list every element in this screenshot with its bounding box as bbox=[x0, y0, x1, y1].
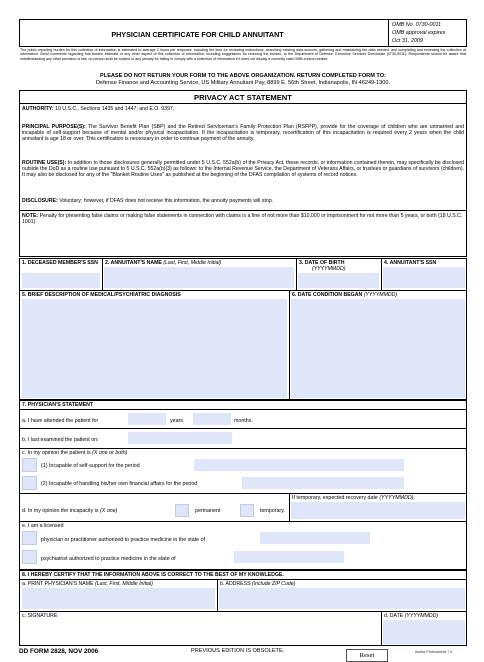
privacy-purpose: PRINCIPAL PURPOSE(S): The Survivor Benefit Plan (SBP) and the Retired Serviceman's Family Protection Plan (RSFPP), provide for the coverage of children who are unmarried and incapable of self-support because of mental and/or physical incapacitation. If the incapacitation is temporary, recertification of this incapacitation is required every 2 years when the child annuitant is age 18 or over. This certification is necessary in order to continue payment of the annuity. bbox=[22, 124, 464, 143]
burden-statement: The public reporting burden for this collection of information is estimated to average 2 hours per response, including the time for reviewing instructions, searching existing data sources, gathering and maintaining the data needed, and completing and reviewing the collection of information. Send comments regarding this burden estimate or any other aspect of this collection of information, including suggestions for reducing the burden, to the Department of Defense, Executive Services Directorate (0730-0011). Respondents should be aware that notwithstanding any other provision of law, no person shall be subject to any penalty for failing to comply with a collection of information if it does not display a currently valid OMB control number. bbox=[20, 48, 466, 61]
item-7d-label: d. In my opinion the incapacity is (X one) bbox=[22, 508, 118, 514]
recovery-date-input[interactable] bbox=[291, 502, 465, 519]
months-label: months. bbox=[234, 418, 253, 424]
field-6-label: 6. DATE CONDITION BEGAN (YYYYMMDD) bbox=[292, 292, 398, 298]
physician-state-input[interactable] bbox=[260, 532, 370, 544]
financial-affairs-checkbox[interactable] bbox=[22, 476, 37, 490]
form-header bbox=[19, 19, 467, 47]
field-1-label: 1. DECEASED MEMBER'S SSN bbox=[22, 260, 98, 266]
temporary-checkbox[interactable] bbox=[240, 504, 254, 517]
diagnosis-textarea[interactable] bbox=[22, 299, 287, 398]
permanent-label: permanent bbox=[195, 508, 221, 514]
reset-button[interactable]: Reset bbox=[346, 649, 388, 662]
physician-checkbox[interactable] bbox=[22, 531, 37, 545]
privacy-heading: PRIVACY ACT STATEMENT bbox=[194, 93, 292, 102]
form-title: PHYSICIAN CERTIFICATE FOR CHILD ANNUITANT bbox=[111, 30, 284, 39]
privacy-disclosure: DISCLOSURE: Voluntary; however, if DFAS does not receive this information, the annuity payments will stop. bbox=[22, 198, 274, 204]
annuitant-info-grid bbox=[19, 258, 467, 400]
attended-years-input[interactable] bbox=[128, 413, 166, 425]
return-notice-line2: Defense Finance and Accounting Service, US Military Annuitant Pay, 8899 E. 56th Street, Indianapolis, IN 46249-1300. bbox=[95, 80, 391, 86]
item-7e-label: e. I am a licensed bbox=[22, 523, 64, 529]
item-8d-label: d. DATE (YYYYMMDD) bbox=[384, 613, 439, 619]
return-notice-line1: PLEASE DO NOT RETURN YOUR FORM TO THE ABOVE ORGANIZATION. RETURN COMPLETED FORM TO: bbox=[100, 73, 386, 79]
temporary-label: temporary. bbox=[260, 508, 285, 514]
attended-months-input[interactable] bbox=[193, 413, 231, 425]
item-7e2-label: psychiatrist authorized to practice medicine in the state of bbox=[41, 556, 176, 562]
signature-date-input[interactable] bbox=[383, 620, 465, 644]
psychiatrist-checkbox[interactable] bbox=[22, 550, 37, 564]
permanent-checkbox[interactable] bbox=[175, 504, 189, 517]
self-support-period-input[interactable] bbox=[194, 459, 404, 471]
financial-affairs-period-input[interactable] bbox=[242, 477, 404, 489]
edition-note: PREVIOUS EDITION IS OBSOLETE. bbox=[191, 648, 285, 654]
field-2-label: 2. ANNUITANT'S NAME (Last, First, Middle Initial) bbox=[105, 260, 222, 266]
penalty-note: NOTE: Penalty for presenting false claims or making false statements in connection with claims is a fine of not more than $10,000 or imprisonment for not more than 5 years, or both (18 U.S.C. 1001). bbox=[22, 213, 463, 226]
item-7c-label: c. In my opinion the patient is (X one or both) bbox=[22, 450, 128, 456]
privacy-act-box bbox=[19, 90, 467, 257]
item-8c-label: c. SIGNATURE bbox=[22, 613, 58, 619]
omb-date: Oct 31, 2009 bbox=[392, 38, 423, 44]
item-7c2-label: (2) Incapable of handling his/her own financial affairs for the period bbox=[41, 481, 198, 487]
field-4-label: 4. ANNUITANT'S SSN bbox=[384, 260, 437, 266]
section-7-heading: 7. PHYSICIAN'S STATEMENT bbox=[22, 402, 94, 408]
physician-name-input[interactable] bbox=[22, 588, 215, 609]
item-8a-label: a. PRINT PHYSICIAN'S NAME (Last, First, Middle Initial) bbox=[22, 581, 153, 587]
item-7b-label: b. I last examined the patient on: bbox=[22, 437, 99, 443]
annuitant-ssn-input[interactable] bbox=[383, 267, 465, 288]
field-3-label: 3. DATE OF BIRTH bbox=[299, 260, 345, 266]
omb-number: OMB No. 0730-0011 bbox=[392, 22, 442, 28]
item-7e1-label: physician or practitioner authorized to practice medicine in the state of bbox=[41, 537, 205, 543]
psychiatrist-state-input[interactable] bbox=[234, 551, 344, 563]
certification-section bbox=[19, 570, 467, 646]
years-label: years bbox=[170, 418, 183, 424]
item-7c1-label: (1) Incapable of self-support for the period bbox=[41, 463, 140, 469]
recovery-date-label: If temporary, expected recovery date (YYYYMMDD) bbox=[292, 495, 414, 501]
form-id: DD FORM 2828, NOV 2006 bbox=[19, 648, 99, 655]
software-note: Adobe Professional 7.0 bbox=[415, 650, 453, 654]
self-support-checkbox[interactable] bbox=[22, 458, 37, 472]
last-examined-input[interactable] bbox=[128, 432, 232, 444]
omb-approval: OMB approval expires bbox=[392, 30, 446, 36]
item-8b-label: b. ADDRESS (Include ZIP Code) bbox=[220, 581, 296, 587]
privacy-routine-uses: ROUTINE USE(S): In addition to those disclosures generally permitted under 5 U.S.C. 552a(b) of the Privacy Act, these records, or information contained therein, may specifically be disclosed outside the DoD as a routine use pursuant to 5 U.S.C. 552a(b)(3) as follows: to the Internal Revenue Service, the Department of Veterans Affairs, or trustees or guardians of survivors (children). It may also be disclosed for any of the "Blanket Routine Uses" as published at the beginning of the DFAS compilation of systems of record notices. bbox=[22, 160, 464, 179]
annuitant-name-input[interactable] bbox=[104, 267, 294, 288]
signature-area[interactable] bbox=[22, 620, 379, 644]
privacy-authority: AUTHORITY: 10 U.S.C., Sections 1435 and 1447; and E.O. 9397. bbox=[22, 106, 175, 112]
date-of-birth-input[interactable] bbox=[298, 273, 379, 288]
field-5-label: 5. BRIEF DESCRIPTION OF MEDICAL/PSYCHIATRIC DIAGNOSIS bbox=[22, 292, 181, 298]
physician-statement-section bbox=[19, 400, 467, 570]
item-7a-label: a. I have attended the patient for bbox=[22, 418, 99, 424]
condition-began-input[interactable] bbox=[291, 299, 465, 398]
physician-address-input[interactable] bbox=[219, 588, 465, 609]
deceased-ssn-input[interactable] bbox=[22, 273, 100, 288]
field-3-hint: (YYYYMMDD) bbox=[312, 266, 346, 272]
section-8-heading: 8. I HEREBY CERTIFY THAT THE INFORMATION ABOVE IS CORRECT TO THE BEST OF MY KNOWLEDGE. bbox=[22, 572, 284, 578]
